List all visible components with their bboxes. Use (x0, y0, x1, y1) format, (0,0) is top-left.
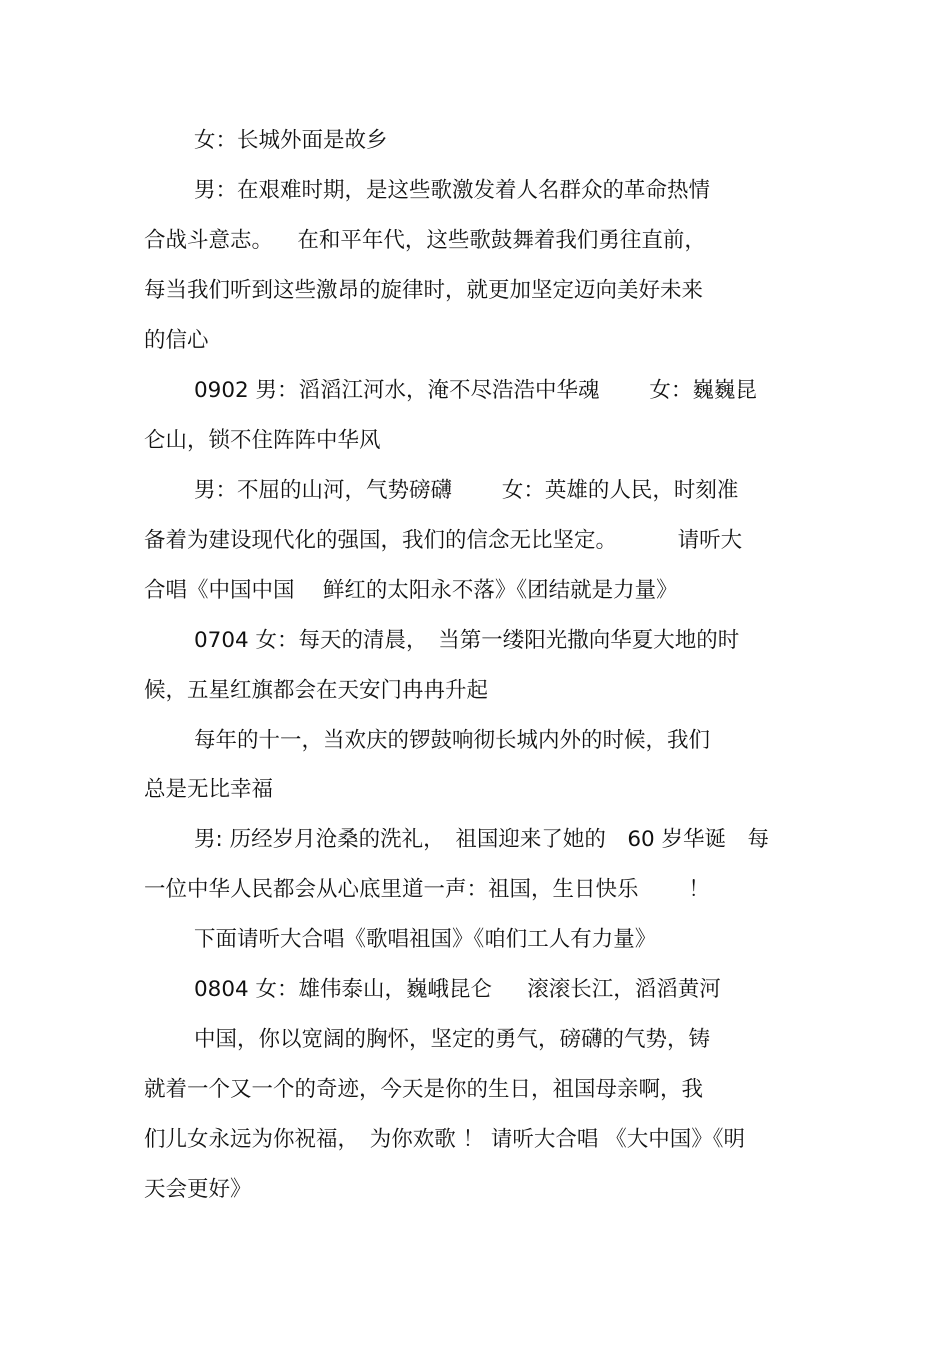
text-line: 中国，你以宽阔的胸怀，坚定的勇气，磅礴的气势，铸 (194, 1027, 711, 1052)
text-line: 0804 女：雄伟泰山，巍峨昆仑 滚滚长江，滔滔黄河 (194, 977, 721, 1002)
text-line: 候，五星红旗都会在天安门冉冉升起 (144, 678, 489, 703)
text-line: 男: 历经岁月沧桑的洗礼， 祖国迎来了她的 60 岁华诞 每 (194, 827, 770, 852)
text-line: 们儿女永远为你祝福， 为你欢歌 ！ 请听大合唱 《大中国》《明 (144, 1127, 746, 1152)
text-line: 每当我们听到这些激昂的旋律时，就更加坚定迈向美好未来 (144, 278, 704, 303)
text-line: 就着一个又一个的奇迹，今天是你的生日，祖国母亲啊，我 (144, 1077, 704, 1102)
text-line: 男：在艰难时期，是这些歌激发着人名群众的革命热情 (194, 178, 711, 203)
text-line: 下面请听大合唱《歌唱祖国》《咱们工人有力量》 (194, 927, 657, 952)
text-line: 的信心 (144, 328, 209, 353)
text-line: 合唱《中国中国 鲜红的太阳永不落》《团结就是力量》 (144, 578, 678, 603)
text-line: 总是无比幸福 (144, 777, 274, 802)
text-line: 每年的十一，当欢庆的锣鼓响彻长城内外的时候，我们 (194, 728, 711, 753)
text-line: 备着为建设现代化的强国，我们的信念无比坚定。 请听大 (144, 528, 743, 553)
text-line: 天会更好》 (144, 1177, 252, 1202)
text-line: 女：长城外面是故乡 (194, 128, 388, 153)
text-line: 男：不屈的山河，气势磅礴 女：英雄的人民，时刻准 (194, 478, 739, 503)
text-line: 合战斗意志。 在和平年代，这些歌鼓舞着我们勇往直前， (144, 228, 706, 253)
text-line: 0902 男：滔滔江河水，淹不尽浩浩中华魂 女：巍巍昆 (194, 378, 757, 403)
text-line: 0704 女：每天的清晨， 当第一缕阳光撒向华夏大地的时 (194, 628, 740, 653)
text-line: 一位中华人民都会从心底里道一声：祖国，生日快乐 ！ (144, 877, 710, 902)
text-line: 仑山，锁不住阵阵中华风 (144, 428, 381, 453)
